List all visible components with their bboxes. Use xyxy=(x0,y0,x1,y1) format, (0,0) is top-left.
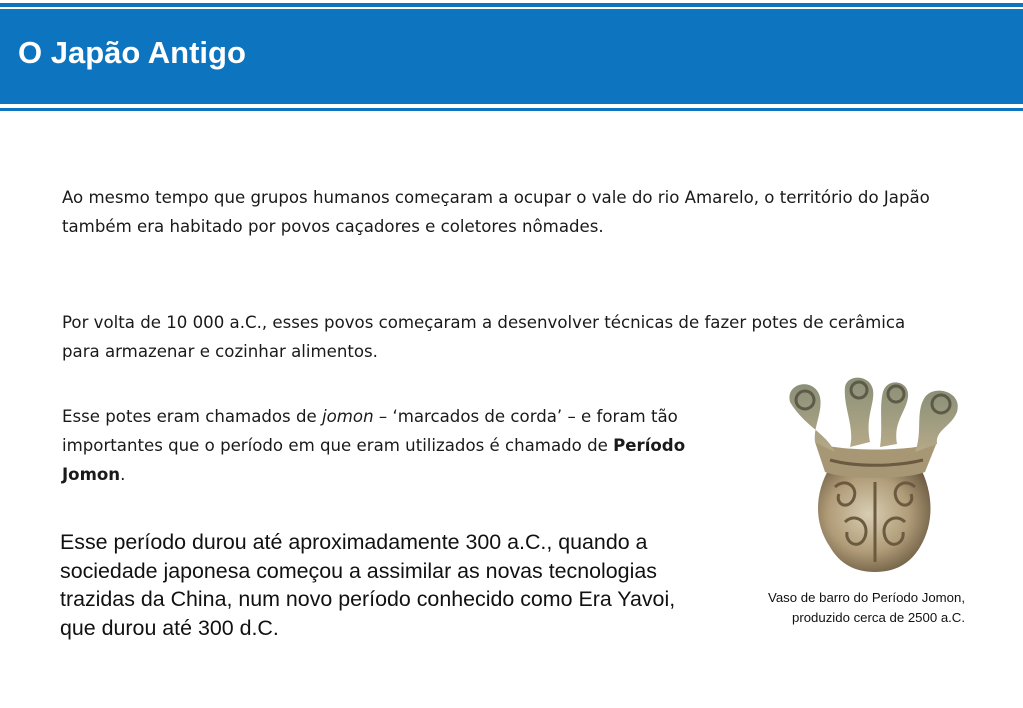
paragraph-jomon-part-1: Esse potes eram chamados de xyxy=(62,407,322,426)
figure-caption: Vaso de barro do Período Jomon, produzido cerca de 2500 a.C. xyxy=(768,590,965,625)
paragraph-jomon-part-2: – ‘marcados de corda’ – e foram tão importantes que o período em que eram utilizados é chamado de xyxy=(62,407,678,455)
page-title: O Japão Antigo xyxy=(18,35,246,70)
header-top-line xyxy=(0,3,1023,7)
jomon-term: jomon xyxy=(321,407,374,426)
jomon-vase-image xyxy=(775,372,975,577)
jomon-vase-icon xyxy=(775,372,975,577)
paragraph-jomon xyxy=(62,402,752,489)
periodo-jomon-term: Período Jomon xyxy=(62,436,686,484)
header-bottom-line xyxy=(0,108,1023,111)
paragraph-ceramics: Por volta de 10 000 a.C., esses povos começaram a desenvolver técnicas de fazer potes de cerâmica para armazenar e cozinhar alimentos. xyxy=(62,313,906,361)
paragraph-yayoi: Esse período durou até aproximadamente 300 a.C., quando a sociedade japonesa começou a assimilar as novas tecnologias trazidas da China, num novo período conhecido como Era Yavoi, que durou até 300 d.C. xyxy=(60,530,676,640)
paragraph-jomon-part-3: . xyxy=(120,465,126,484)
paragraph-intro: Ao mesmo tempo que grupos humanos começaram a ocupar o vale do rio Amarelo, o território do Japão também era habitado por povos caçadores e coletores nômades. xyxy=(62,188,930,236)
